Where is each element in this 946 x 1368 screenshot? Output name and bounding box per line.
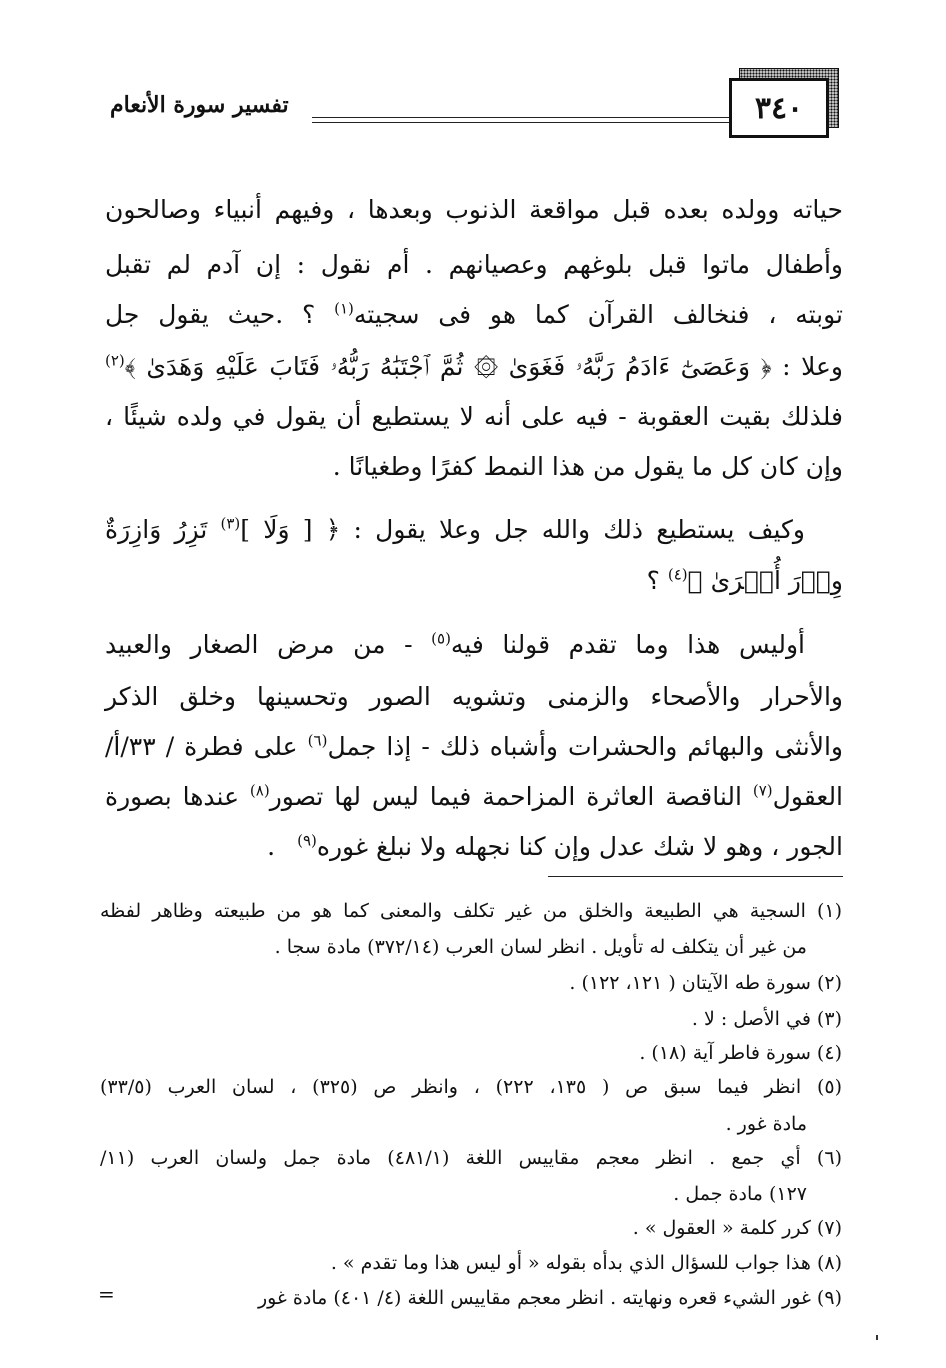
footnote-ref-3: (٣): [220, 514, 241, 533]
footnote-ref-9: (٩): [297, 831, 317, 850]
footnote-ref-6: (٦): [307, 731, 328, 750]
body-line-6: وإن كان كل ما يقول من هذا النمط كفرًا وطغيانًا .: [332, 452, 843, 481]
body-line-13-end: .: [267, 832, 276, 861]
footnote-1-cont: من غير أن يتكلف له تأويل . انظر لسان العرب (٣٧٢/١٤) مادة سجا .: [274, 936, 807, 958]
footnote-ref-5: (٥): [431, 629, 451, 648]
body-line-10: والأحرار والأصحاء والزمنى وتشويه الصور وتحسينها وخلق الذكر: [105, 682, 843, 711]
footnote-5-cont: مادة غور .: [725, 1113, 807, 1135]
footnote-5: (٥) انظر فيما سبق ص ( ١٣٥، ٢٢٢) ، وانظر ص (٣٢٥) ، لسان العرب (٣٣/٥): [100, 1076, 842, 1098]
body-line-9-text: أوليس هذا وما تقدم قولنا فيه: [450, 630, 805, 659]
footnote-ref-2: (٢): [105, 351, 125, 370]
body-line-9-tail: - من مرض الصغار والعبيد: [105, 630, 413, 659]
footnote-ref-8: (٨): [249, 781, 270, 800]
body-line-1: حياته وولده بعده قبل مواقعة الذنوب وبعدها ، وفيهم أنبياء وصالحون: [105, 195, 843, 224]
body-line-7-text: وكيف يستطيع ذلك والله جل وعلا يقول : ﴿ [ وَلَا ]: [240, 515, 805, 544]
body-line-5: فلذلك بقيت العقوبة - فيه على أنه لا يستطيع أن يقول في ولده شيئًا ،: [105, 402, 843, 431]
body-line-12-tail: عندها بصورة: [105, 782, 240, 811]
body-line-11-text: والأنثى والبهائم والحشرات وأشباه ذلك - إذا جمل: [327, 732, 843, 761]
body-line-9: [105, 620, 843, 670]
footnote-4: (٤) سورة فاطر آية (١٨) .: [639, 1042, 842, 1064]
body-line-12-mid: الناقصة العاثرة المزاحمة فيما ليس لها تصور: [269, 782, 742, 811]
body-line-13: [105, 822, 843, 872]
footnote-6-cont: ١٢٧) مادة جمل .: [673, 1183, 807, 1205]
body-line-7: [105, 505, 843, 555]
quran-verse-fatir: تَزِرُ وَازِرَةٌ: [105, 515, 208, 544]
body-line-3-tail: ؟ .حيث يقول جل: [105, 300, 316, 329]
footnote-8: (٨) هذا جواب للسؤال الذي بدأه بقوله « أو ليس هذا وما تقدم » .: [330, 1252, 842, 1274]
footnote-7: (٧) كرر كلمة « العقول » .: [632, 1217, 842, 1239]
body-line-2: وأطفال ماتوا قبل بلوغهم وعصيانهم . أم نقول : إن آدم لم تقبل: [105, 250, 843, 279]
question-mark: ؟: [646, 566, 660, 595]
footnote-3: (٣) في الأصل : لا .: [691, 1008, 842, 1030]
footnote-ref-1: (١): [334, 299, 354, 318]
quran-verse-taha: وعلا : ﴿ وَعَصَىٰٓ ءَادَمُ رَبَّهُۥ فَغَوَىٰ ۞ ثُمَّ ٱجْتَبَٰهُ رَبُّهُۥ فَتَابَ عَلَيْهِ وَهَدَىٰ ﴾: [124, 352, 843, 381]
body-line-11: [105, 722, 843, 772]
running-title: تفسير سورة الأنعام: [110, 92, 289, 118]
footnote-9: (٩) غور الشيء قعره ونهايته . انظر معجم مقاييس اللغة (٤/ ٤٠١) مادة غور: [257, 1287, 842, 1309]
body-line-4: [105, 342, 843, 392]
body-line-13-text: الجور ، وهو لا شك عدل وإن كنا نجهله ولا نبلغ غوره: [316, 832, 843, 861]
body-line-8: [105, 556, 843, 606]
body-line-12-start: العقول: [772, 782, 844, 811]
body-line-3: [105, 290, 843, 340]
body-line-11-tail: على فطرة / ٣٣/أ/: [105, 732, 298, 761]
header-rule: [312, 117, 729, 123]
footnote-2: (٢) سورة طه الآيتان ( ١٢١، ١٢٢) .: [569, 972, 842, 994]
footnote-6: (٦) أي جمع . انظر معجم مقاييس اللغة (٤٨١/١) مادة جمل ولسان العرب (١١/: [100, 1147, 842, 1169]
body-line-3-text: توبته ، فنخالف القرآن كما هو فى سجيته: [353, 300, 843, 329]
body-line-12: [105, 772, 843, 822]
footnote-1: (١) السجية هي الطبيعة والخلق من غير تكلف والمعنى كما هو من طبيعته وظاهر لفظه: [100, 900, 842, 922]
scan-speck: [876, 1335, 878, 1340]
continuation-mark: =: [98, 1282, 115, 1306]
quran-verse-fatir-end: وِزۡرَ أُخۡرَىٰ ﴾: [687, 566, 843, 595]
footnote-ref-4: (٤): [667, 565, 688, 584]
page-number: ٣٤٠: [754, 90, 804, 126]
footnote-ref-7: (٧): [752, 781, 773, 800]
footnote-separator: [548, 876, 843, 877]
